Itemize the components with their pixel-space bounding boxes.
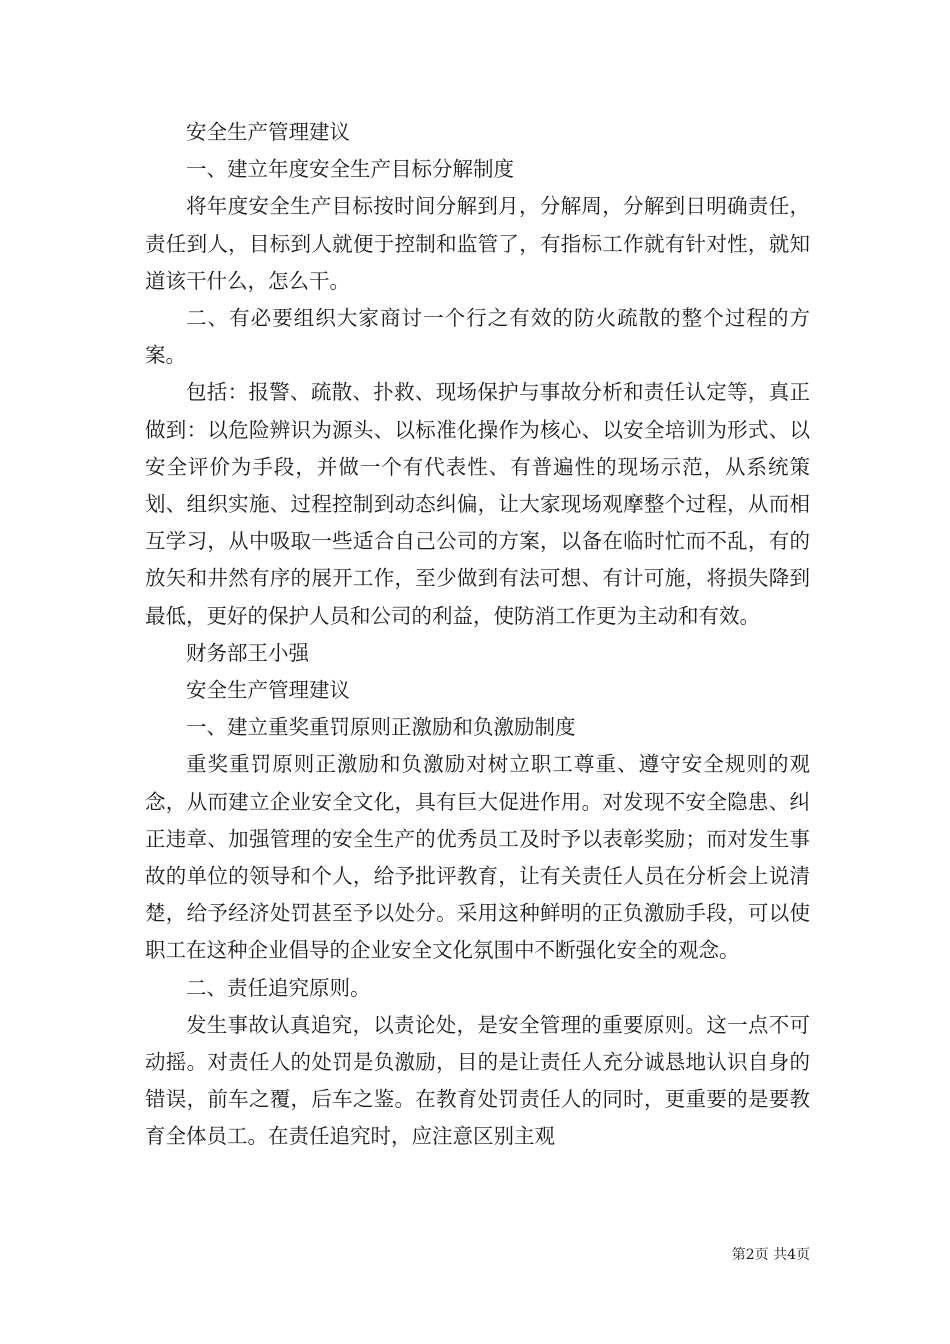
footer-total-pages: 4 bbox=[787, 1247, 796, 1263]
section-title: 安全生产管理建议 bbox=[186, 120, 350, 144]
body-paragraph: 重奖重罚原则正激励和负激励对树立职工尊重、遵守安全规则的观念，从而建立企业安全文化，具有巨大促进作用。对发现不安全隐患、纠正违章、加强管理的安全生产的优秀员工及时予以表彰奖励；而对发生事故的单位的领导和个人，给予批评教育，让有关责任人员在分析会上说清楚，给予经济处罚甚至予以处分。采用这种鲜明的正负激励手段，可以使职工在这种企业倡导的企业安全文化氛围中不断强化安全的观念。 bbox=[145, 752, 810, 963]
footer-prefix: 第 bbox=[731, 1247, 746, 1263]
document-body bbox=[145, 114, 810, 1156]
section-heading: 二、责任追究原则。 bbox=[186, 975, 371, 1000]
body-paragraph: 将年度安全生产目标按时间分解到月，分解周，分解到日明确责任，责任到人，目标到人就便于控制和监管了，有指标工作就有针对性，就知道该干什么，怎么干。 bbox=[145, 194, 810, 293]
footer-suffix: 页 bbox=[796, 1247, 810, 1263]
body-paragraph: 发生事故认真追究，以责论处，是安全管理的重要原则。这一点不可动摇。对责任人的处罚是负激励，目的是让责任人充分诚恳地认识自身的错误，前车之覆，后车之鉴。在教育处罚责任人的同时，更重要的是要教育全体员工。在责任追究时，应注意区别主观 bbox=[145, 1012, 810, 1149]
body-paragraph: 包括：报警、疏散、扑救、现场保护与事故分析和责任认定等，真正做到：以危险辨识为源头、以标准化操作为核心、以安全培训为形式、以安全评价为手段，并做一个有代表性、有普遍性的现场示范，从系统策划、组织实施、过程控制到动态纠偏，让大家现场观摩整个过程，从而相互学习，从中吸取一些适合自己公司的方案，以备在临时忙而不乱，有的放矢和井然有序的展开工作，至少做到有法可想、有计可施，将损失降到最低，更好的保护人员和公司的利益，使防消工作更为主动和有效。 bbox=[145, 380, 810, 628]
footer-current-page: 2 bbox=[745, 1247, 755, 1263]
section-heading: 二、有必要组织大家商讨一个行之有效的防火疏散的整个过程的方案。 bbox=[145, 306, 810, 368]
author-line: 财务部王小强 bbox=[186, 640, 309, 665]
section-heading: 一、建立重奖重罚原则正激励和负激励制度 bbox=[186, 715, 576, 740]
footer-middle: 页 共 bbox=[754, 1247, 788, 1263]
page-footer bbox=[680, 1246, 810, 1264]
section-heading: 一、建立年度安全生产目标分解制度 bbox=[186, 157, 514, 182]
section-title: 安全生产管理建议 bbox=[186, 678, 350, 703]
